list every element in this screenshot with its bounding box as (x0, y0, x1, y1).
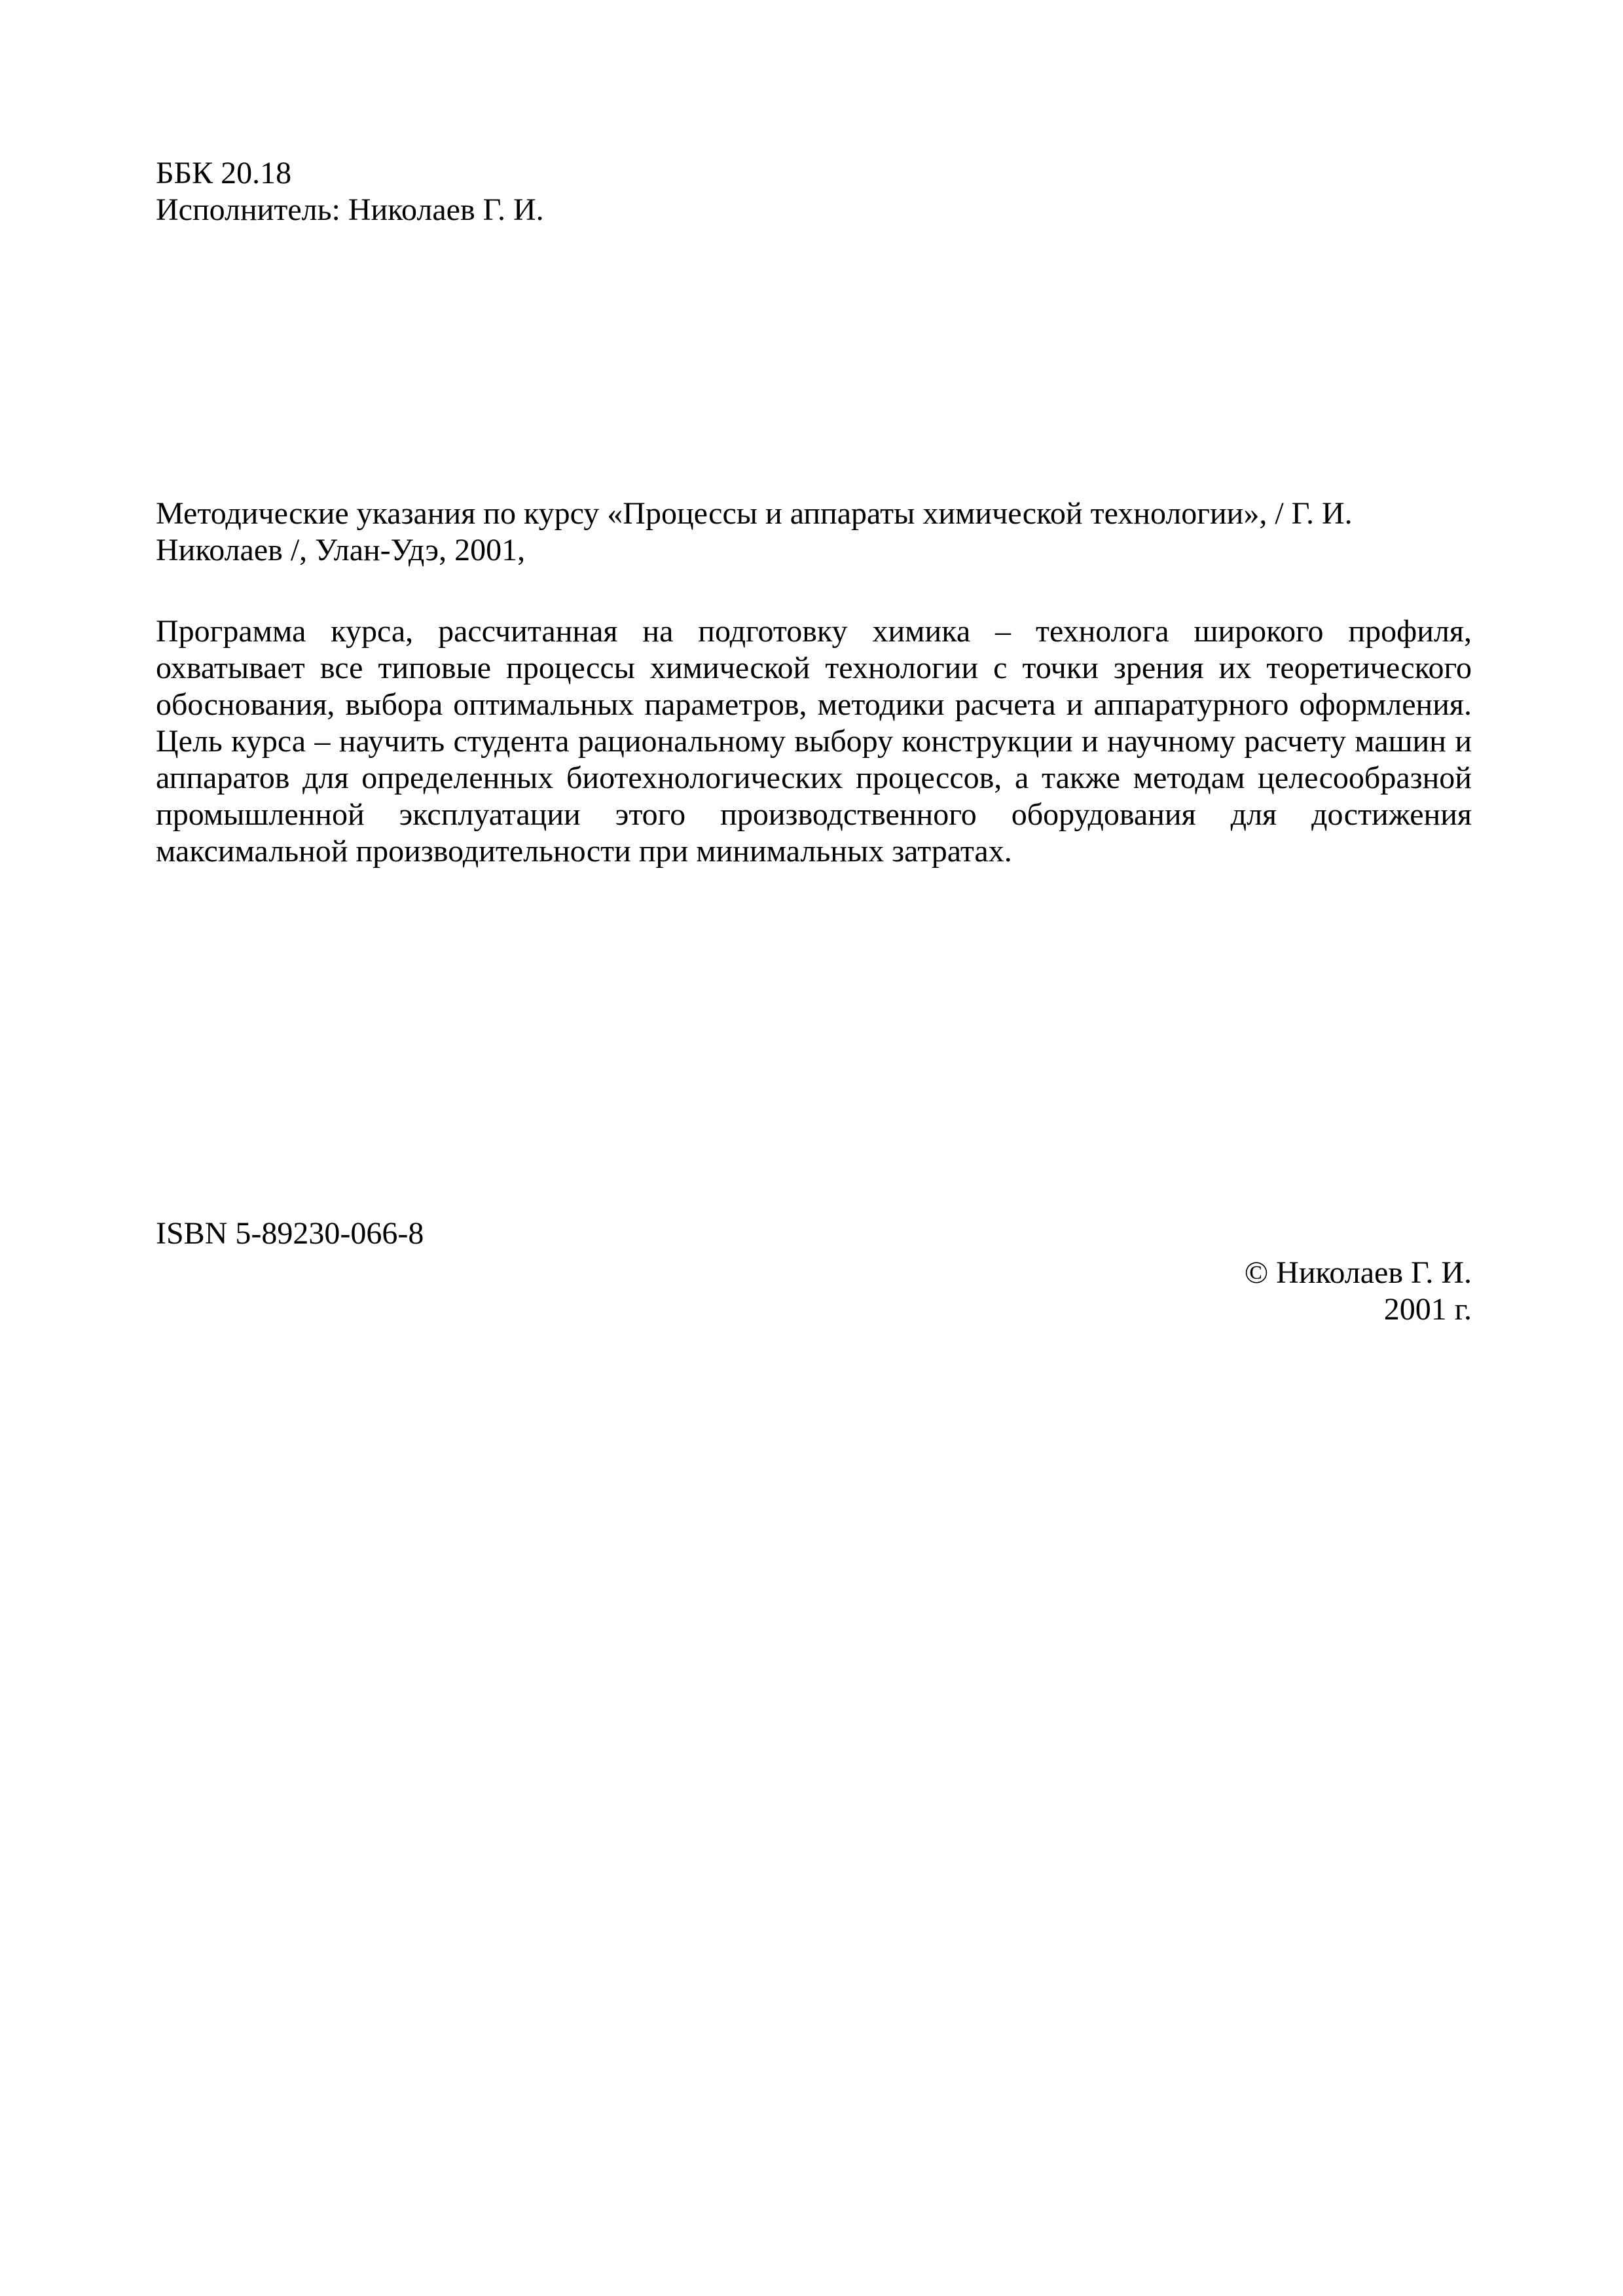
copyright-year: 2001 г. (1383, 1292, 1472, 1327)
citation-paragraph: Методические указания по курсу «Процессы и аппараты химической технологии», / Г. И. Николаев /, Улан-Удэ, 2001, (156, 496, 1353, 567)
copyright-holder: © Николаев Г. И. (1244, 1255, 1472, 1290)
header-block (156, 155, 544, 228)
isbn-line: ISBN 5-89230-066-8 (156, 1216, 424, 1251)
abstract-paragraph: Программа курса, рассчитанная на подготовку химика – технолога широкого профиля, охватывает все типовые процессы химической технологии с точки зрения их теоретического обоснования, выбора оптимальных параметров, методики расчета и аппаратурного оформления. Цель курса – научить студента рациональному выбору конструкции и научному расчету машин и аппаратов для определенных биотехнологических процессов, а также методам целесообразной промышленной эксплуатации этого производственного оборудования для достижения максимальной производительности при минимальных затратах. (156, 614, 1472, 869)
executor-line: Исполнитель: Николаев Г. И. (156, 192, 544, 227)
copyright-block (1245, 1255, 1472, 1328)
bbk-code: ББК 20.18 (156, 156, 292, 190)
